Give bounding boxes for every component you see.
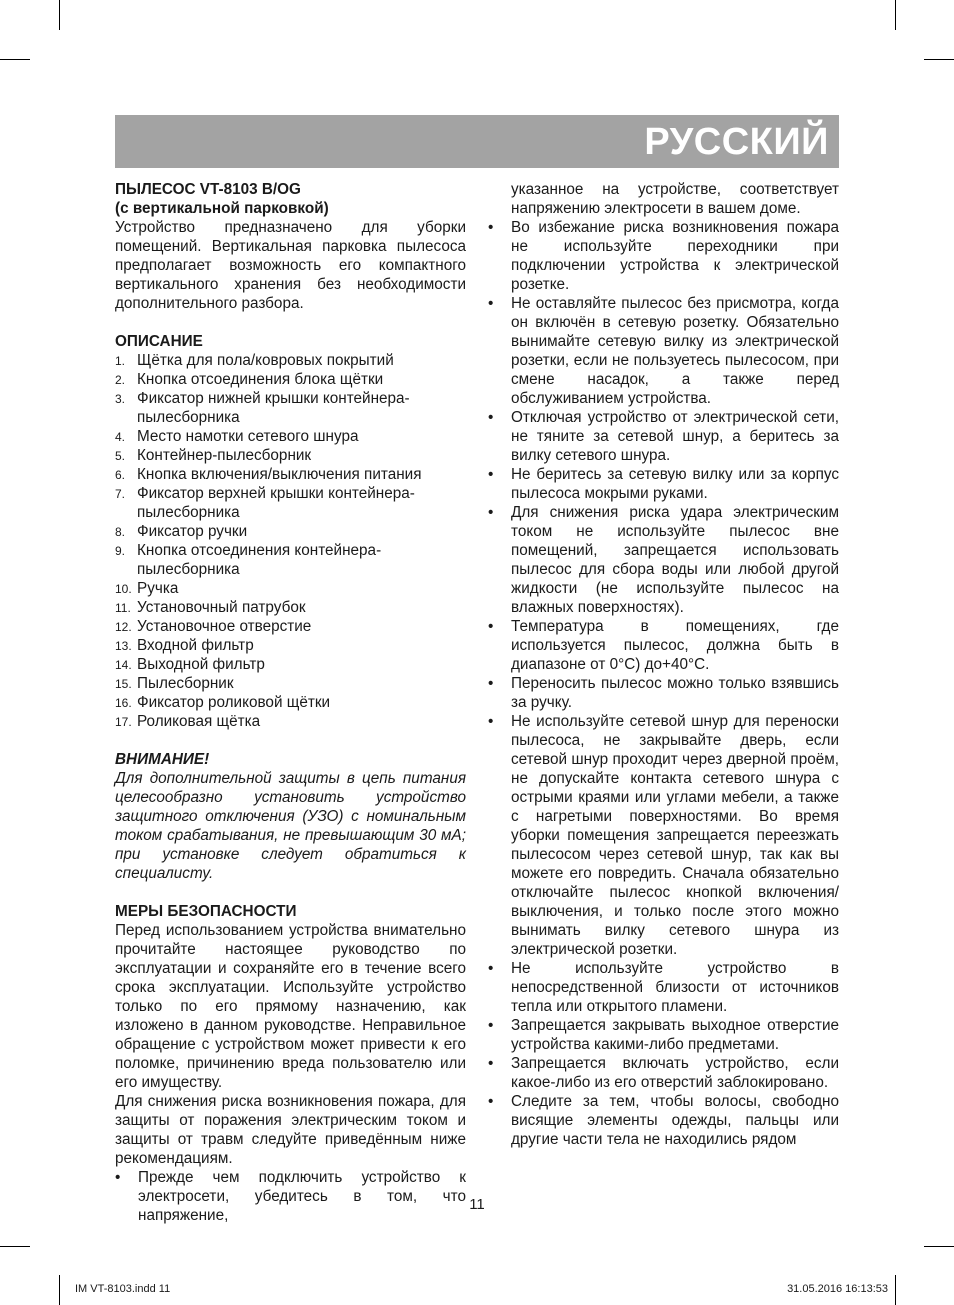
warning-text: Для дополнительной защиты в цепь питания целесообразно установить устройство защитного отключения (УЗО) с номинальным током срабатывания, не превышающим 30 мА; при установке следует обратиться к специалисту. bbox=[115, 770, 466, 882]
list-item: • Не оставляйте пылесос без присмотра, когда он включён в сетевую розетку. Обязательно вынимайте сетевую вилку из электрической розетки, если не пользуетесь пылесосом, при смене насадок, а также перед обслуживанием устройства. bbox=[488, 294, 839, 408]
product-intro: Устройство предназначено для уборки помещений. Вертикальная парковка пылесоса предполагает возможность его компактного вертикального хранения без необходимости дополнительного разбора. bbox=[115, 219, 466, 312]
list-item: 14. Выходной фильтр bbox=[115, 656, 265, 673]
list-item: • Не используйте устройство в непосредственной близости от источников тепла или открытого пламени. bbox=[488, 959, 839, 1016]
list-item: 15. Пылесборник bbox=[115, 675, 234, 692]
safety-heading: МЕРЫ БЕЗОПАСНОСТИ bbox=[115, 903, 297, 920]
list-item: 4. Место намотки сетевого шнура bbox=[115, 428, 359, 445]
list-item: • Не беритесь за сетевую вилку или за корпус пылесоса мокрыми руками. bbox=[488, 465, 839, 503]
list-item: • Запрещается включать устройство, если какое-либо из его отверстий заблокировано. bbox=[488, 1054, 839, 1092]
list-item: • Температура в помещениях, где используется пылесос, должна быть в диапазоне от 0°C) до+40°C. bbox=[488, 617, 839, 674]
left-column bbox=[115, 180, 466, 1225]
list-item: 9. Кнопка отсоединения контейнера-пылесборника bbox=[115, 542, 382, 578]
list-item: 6. Кнопка включения/выключения питания bbox=[115, 466, 422, 483]
list-item: • Для снижения риска удара электрическим током не используйте пылесос вне помещений, запрещается использовать пылесос для сбора воды или любой другой жидкости (не используйте пылесос на влажных поверхностях). bbox=[488, 503, 839, 617]
parts-list bbox=[115, 351, 466, 731]
list-item: 17. Роликовая щётка bbox=[115, 713, 261, 730]
safety-list-right bbox=[488, 218, 839, 1149]
list-item: 2. Кнопка отсоединения блока щётки bbox=[115, 371, 384, 388]
list-item: • Запрещается закрывать выходное отверстие устройства какими-либо предметами. bbox=[488, 1016, 839, 1054]
list-item: • Отключая устройство от электрической сети, не тяните за сетевой шнур, а беритесь за вилку сетевого шнура. bbox=[488, 408, 839, 465]
warning-heading: ВНИМАНИЕ! bbox=[115, 751, 210, 768]
crop-mark bbox=[895, 0, 896, 30]
timestamp-slug: 31.05.2016 16:13:53 bbox=[787, 1283, 888, 1295]
safety-paragraph: Перед использованием устройства внимательно прочитайте настоящее руководство по эксплуатации и сохраняйте его в течение всего срока эксплуатации. Используйте устройство только по его прямому назначению, как изложено в данном руководстве. Неправильное обращение с устройством может привести к его поломке, причинению вреда пользователю или его имуществу. bbox=[115, 922, 466, 1091]
crop-mark bbox=[924, 59, 954, 60]
list-item: • Переносить пылесос можно только взявшись за ручку. bbox=[488, 674, 839, 712]
right-column bbox=[488, 180, 839, 1149]
crop-mark bbox=[59, 0, 60, 30]
language-title: РУССКИЙ bbox=[644, 121, 829, 163]
product-title: ПЫЛЕСОС VT-8103 B/OG bbox=[115, 181, 301, 198]
list-item: 8. Фиксатор ручки bbox=[115, 523, 248, 540]
list-item: 12. Установочное отверстие bbox=[115, 618, 312, 635]
list-item: • Не используйте сетевой шнур для переноски пылесоса, не закрывайте дверь, если сетевой шнур проходит через дверной проём, не допускайте контакта сетевого шнура с острыми краями или углами мебели, а также с нагретыми поверхностями. Во время уборки помещения запрещается переезжать пылесосом через сетевой шнур, так как вы можете его повредить. Сначала обязательно отключайте пылесос кнопкой включения/выключения, и только после этого можно вынимать вилку сетевого шнура из электрической розетки. bbox=[488, 712, 839, 959]
list-item: 10. Ручка bbox=[115, 580, 179, 597]
product-subtitle: (с вертикальной парковкой) bbox=[115, 200, 329, 217]
language-banner bbox=[115, 115, 839, 168]
safety-continuation: указанное на устройстве, соответствует напряжению электросети в вашем доме. bbox=[511, 181, 839, 217]
list-item: • Во избежание риска возникновения пожара не используйте переходники при подключении устройства к электрической розетке. bbox=[488, 218, 839, 294]
crop-mark bbox=[0, 1246, 30, 1247]
list-item: • Следите за тем, чтобы волосы, свободно висящие элементы одежды, пальцы или другие части тела не находились рядом bbox=[488, 1092, 839, 1149]
list-item: 16. Фиксатор роликовой щётки bbox=[115, 694, 331, 711]
file-slug: IM VT-8103.indd 11 bbox=[75, 1283, 171, 1295]
list-item: 13. Входной фильтр bbox=[115, 637, 254, 654]
crop-mark bbox=[0, 59, 30, 60]
crop-mark bbox=[895, 1275, 896, 1305]
page-number: 11 bbox=[469, 1196, 485, 1213]
list-item: • Прежде чем подключить устройство к электросети, убедитесь в том, что напряжение, bbox=[115, 1168, 466, 1225]
description-heading: ОПИСАНИЕ bbox=[115, 333, 203, 350]
list-item: 7. Фиксатор верхней крышки контейнера-пылесборника bbox=[115, 485, 415, 521]
list-item: 1. Щётка для пола/ковровых покрытий bbox=[115, 352, 394, 369]
list-item: 11. Установочный патрубок bbox=[115, 599, 306, 616]
crop-mark bbox=[59, 1275, 60, 1305]
crop-mark bbox=[924, 1246, 954, 1247]
list-item: 3. Фиксатор нижней крышки контейнера-пылесборника bbox=[115, 390, 410, 426]
safety-paragraph: Для снижения риска возникновения пожара, для защиты от поражения электрическим током и защиты от травм следуйте приведённым ниже рекомендациям. bbox=[115, 1093, 466, 1167]
list-item: 5. Контейнер-пылесборник bbox=[115, 447, 312, 464]
